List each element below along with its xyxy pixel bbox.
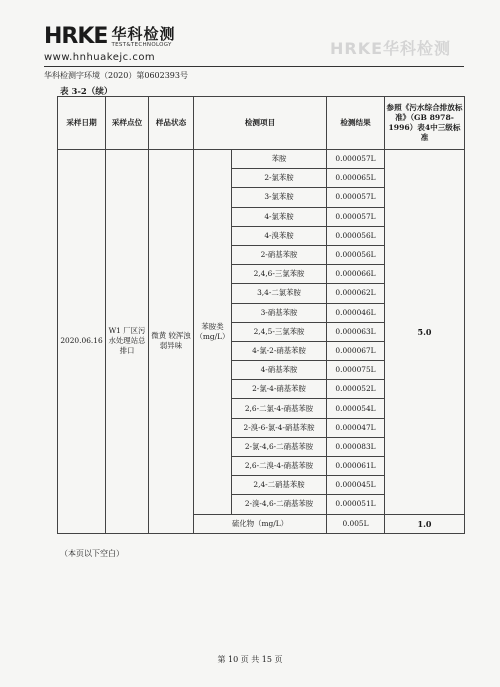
page-number: 第 10 页 共 15 页: [217, 655, 283, 664]
item-name: 3-硝基苯胺: [232, 303, 327, 322]
report-reference: 华科检测字环境（2020）第0602393号: [44, 71, 188, 80]
header-date: 采样日期: [58, 97, 106, 150]
results-table: [57, 96, 465, 534]
item-name: 3-氯苯胺: [232, 188, 327, 207]
table-body: [58, 150, 465, 534]
item-name: 2-溴-4,6-二硝基苯胺: [232, 495, 327, 514]
item-result: 0.000054L: [327, 399, 385, 418]
sample-state: 微黄 较浑浊 弱异味: [149, 150, 194, 534]
aniline-limit: 5.0: [385, 150, 465, 515]
header-divider: [44, 66, 464, 67]
sulfide-item: 硫化物（mg/L）: [194, 514, 327, 533]
item-result: 0.000062L: [327, 284, 385, 303]
item-name: 3,4-二氯苯胺: [232, 284, 327, 303]
sulfide-result: 0.005L: [327, 514, 385, 533]
item-result: 0.000056L: [327, 245, 385, 264]
item-result: 0.000057L: [327, 188, 385, 207]
item-result: 0.000052L: [327, 380, 385, 399]
item-result: 0.000046L: [327, 303, 385, 322]
item-result: 0.000051L: [327, 495, 385, 514]
item-name: 2-硝基苯胺: [232, 245, 327, 264]
table-row: [58, 150, 465, 169]
header-standard: 参照《污水综合排放标准》（GB 8978-1996）表4中三级标准: [385, 97, 465, 150]
item-result: 0.000083L: [327, 437, 385, 456]
item-result: 0.000065L: [327, 169, 385, 188]
item-result: 0.000063L: [327, 322, 385, 341]
header-state: 样品状态: [149, 97, 194, 150]
item-name: 4-硝基苯胺: [232, 361, 327, 380]
item-name: 2-氯-4-硝基苯胺: [232, 380, 327, 399]
item-result: 0.000061L: [327, 457, 385, 476]
item-result: 0.000057L: [327, 150, 385, 169]
item-result: 0.000057L: [327, 207, 385, 226]
table-header-row: [58, 97, 465, 150]
item-name: 2,4-二硝基苯胺: [232, 476, 327, 495]
item-name: 2,4,6-三氯苯胺: [232, 265, 327, 284]
sulfide-limit: 1.0: [385, 514, 465, 533]
table-title: 表 3-2（续）: [60, 87, 113, 97]
item-name: 苯胺: [232, 150, 327, 169]
item-result: 0.000045L: [327, 476, 385, 495]
item-name: 4-氯苯胺: [232, 207, 327, 226]
sample-date: 2020.06.16: [58, 150, 106, 534]
item-name: 2-氯-4,6-二硝基苯胺: [232, 437, 327, 456]
sample-location: W1 厂区污水处理站总排口: [106, 150, 149, 534]
item-name: 2,6-二氯-4-硝基苯胺: [232, 399, 327, 418]
item-result: 0.000067L: [327, 341, 385, 360]
item-name: 4-氯-2-硝基苯胺: [232, 341, 327, 360]
blank-note: （本页以下空白）: [60, 549, 124, 558]
watermark: HRKE华科检测: [330, 39, 452, 58]
item-result: 0.000066L: [327, 265, 385, 284]
header-item: 检测项目: [194, 97, 327, 150]
item-result: 0.000047L: [327, 418, 385, 437]
logo-mark: HRKE: [44, 24, 108, 49]
item-result: 0.000056L: [327, 226, 385, 245]
logo-chinese-name: 华科检测: [111, 25, 176, 43]
item-name: 2,6-二溴-4-硝基苯胺: [232, 457, 327, 476]
header-location: 采样点位: [106, 97, 149, 150]
item-name: 4-溴苯胺: [232, 226, 327, 245]
header-result: 检测结果: [327, 97, 385, 150]
item-name: 2-溴-6-氯-4-硝基苯胺: [232, 418, 327, 437]
website-text: www.hnhuakejc.com: [44, 52, 156, 63]
item-result: 0.000075L: [327, 361, 385, 380]
item-name: 2,4,5-三氯苯胺: [232, 322, 327, 341]
logo-english-name: TEST&TECHNOLOGY: [111, 42, 172, 48]
item-name: 2-氯苯胺: [232, 169, 327, 188]
aniline-category: 苯胺类（mg/L）: [194, 150, 232, 515]
